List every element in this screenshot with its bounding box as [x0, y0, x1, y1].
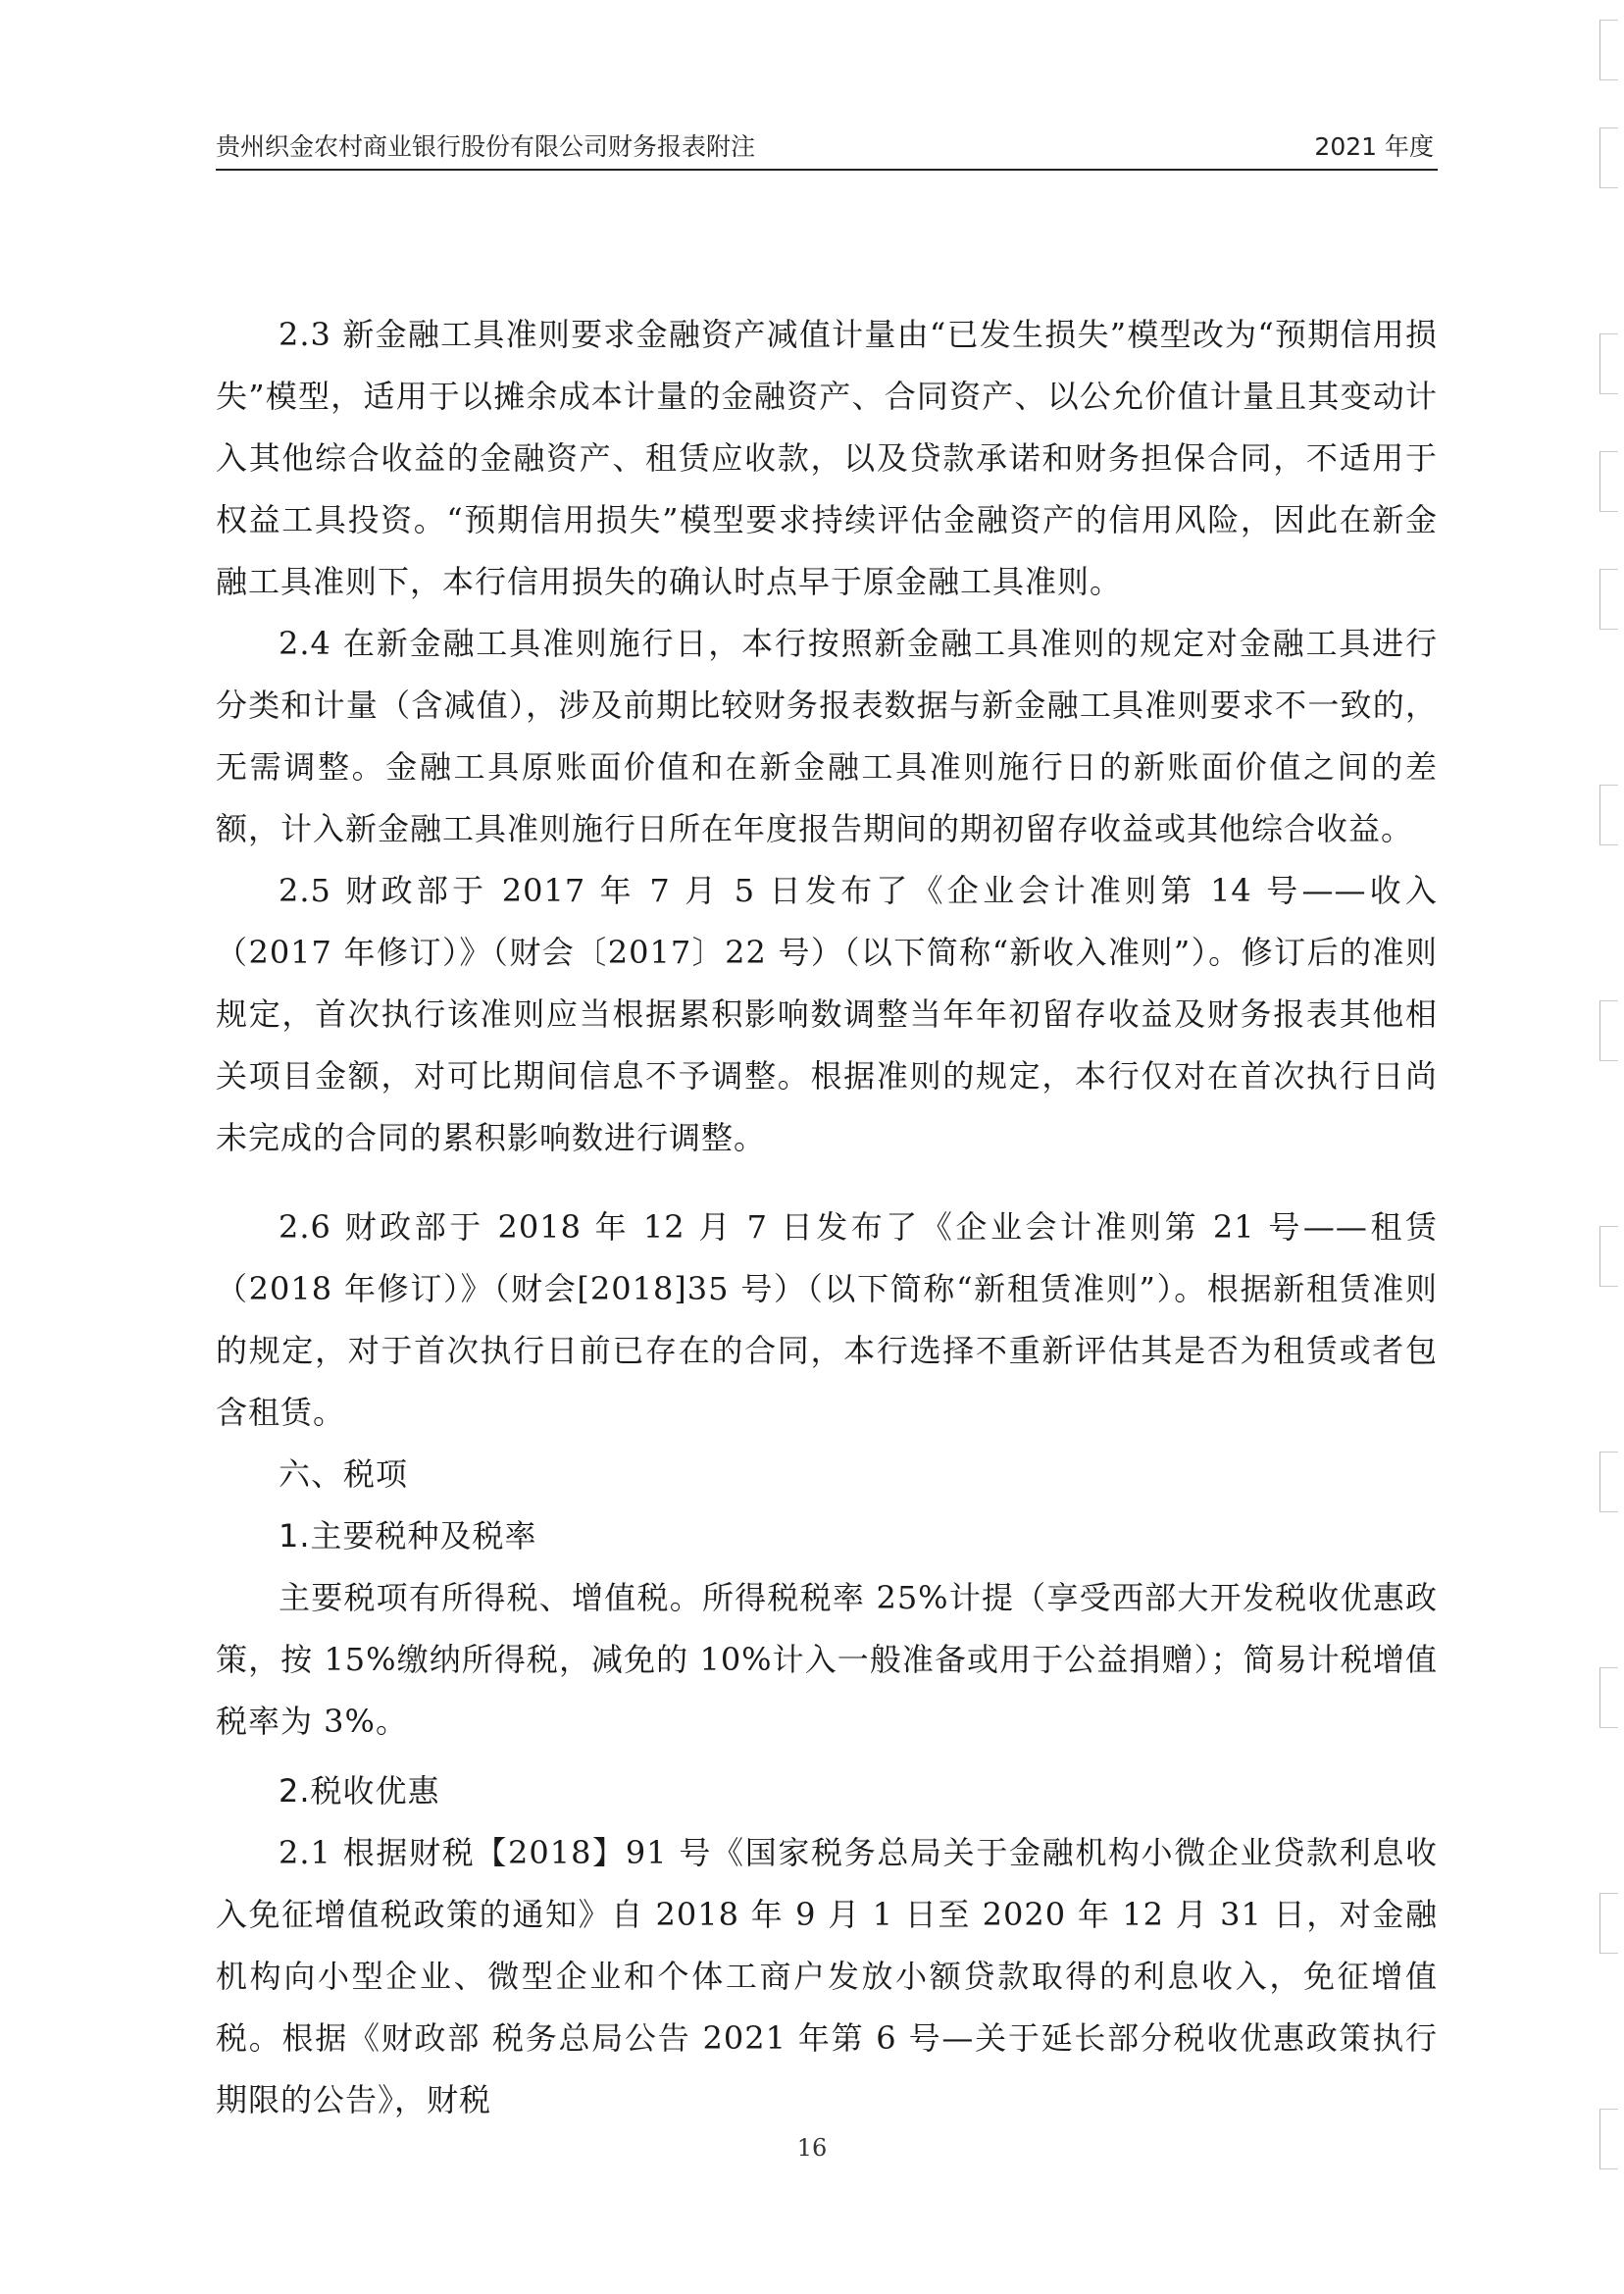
binding-mark: [1599, 451, 1618, 512]
binding-mark: [1599, 20, 1618, 80]
binding-mark: [1599, 1226, 1618, 1287]
paragraph-2-3: 2.3 新金融工具准则要求金融资产减值计量由“已发生损失”模型改为“预期信用损失”模型，适用于以摊余成本计量的金融资产、合同资产、以公允价值计量且其变动计入其他综合收益的金融资产、租赁应收款，以及贷款承诺和财务担保合同，不适用于权益工具投资。“预期信用损失”模型要求持续评估金融资产的信用风险，因此在新金融工具准则下，本行信用损失的确认时点早于原金融工具准则。: [216, 316, 1438, 600]
binding-mark: [1599, 1000, 1618, 1061]
binding-mark: [1599, 785, 1618, 845]
page-header: [216, 129, 1438, 171]
page-number: 16: [796, 2134, 828, 2162]
binding-mark: [1599, 333, 1618, 394]
paragraph-2-1: 2.1 根据财税【2018】91 号《国家税务总局关于金融机构小微企业贷款利息收入免征增值税政策的通知》自 2018 年 9 月 1 日至 2020 年 12 月 31 日，对金融机构向小型企业、微型企业和个体工商户发放小额贷款取得的利息收入，免征增值税。根据《财政部 税务总局公告 2021 年第 6 号—关于延长部分税收优惠政策执行期限的公告》，财税: [216, 1834, 1438, 2118]
binding-mark: [1599, 127, 1618, 188]
paragraph-2-6: 2.6 财政部于 2018 年 12 月 7 日发布了《企业会计准则第 21 号——租赁（2018 年修订）》（财会[2018]35 号）（以下简称“新租赁准则”）。根据新租赁准则的规定，对于首次执行日前已存在的合同，本行选择不重新评估其是否为租赁或者包含租赁。: [216, 1208, 1438, 1431]
binding-mark: [1599, 569, 1618, 630]
subheading-main-tax: 1.主要税种及税率: [279, 1517, 537, 1555]
document-body: [216, 304, 1438, 2131]
paragraph-2-5: 2.5 财政部于 2017 年 7 月 5 日发布了《企业会计准则第 14 号——收入（2017 年修订）》（财会〔2017〕22 号）（以下简称“新收入准则”）。修订后的准则规定，首次执行该准则应当根据累积影响数调整当年年初留存收益及财务报表其他相关项目金额，对可比期间信息不予调整。根据准则的规定，本行仅对在首次执行日尚未完成的合同的累积影响数进行调整。: [216, 872, 1438, 1156]
binding-mark: [1599, 1667, 1618, 1728]
subheading-tax-preference: 2.税收优惠: [279, 1772, 440, 1810]
binding-mark: [1599, 2109, 1618, 2169]
paragraph-2-4: 2.4 在新金融工具准则施行日，本行按照新金融工具准则的规定对金融工具进行分类和计量（含减值），涉及前期比较财务报表数据与新金融工具准则要求不一致的，无需调整。金融工具原账面价值和在新金融工具准则施行日的新账面价值之间的差额，计入新金融工具准则施行日所在年度报告期间的期初留存收益或其他综合收益。: [216, 625, 1438, 847]
header-title: 贵州织金农村商业银行股份有限公司财务报表附注: [216, 132, 756, 161]
section-heading-tax: 六、税项: [279, 1455, 409, 1493]
binding-mark: [1599, 1893, 1618, 1954]
header-year: 2021 年度: [1314, 132, 1434, 161]
binding-edge-marks: [1595, 0, 1624, 2294]
binding-mark: [1599, 1452, 1618, 1512]
paragraph-main-tax: 主要税项有所得税、增值税。所得税税率 25%计提（享受西部大开发税收优惠政策，按 15%缴纳所得税，减免的 10%计入一般准备或用于公益捐赠）；简易计税增值税率为 3%。: [216, 1579, 1438, 1740]
